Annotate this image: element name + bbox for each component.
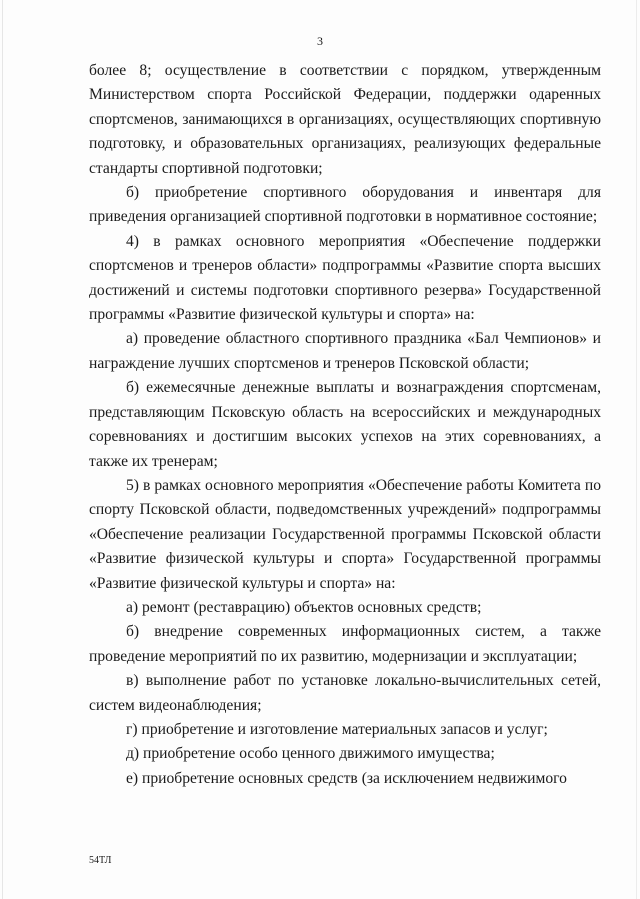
- paragraph-item-5: 5) в рамках основного мероприятия «Обеспечение работы Комитета по спорту Псковской области, подведомственных учреждений» подпрограммы «Обеспечение реализации Государственной программы Псковской области «Развитие физической культуры и спорта» Государственной программы «Развитие физической культуры и спорта» на:: [89, 476, 601, 592]
- paragraph-item-b-payments: б) ежемесячные денежные выплаты и вознаграждения спортсменам, представляющим Псковскую область на всероссийских и международных соревнованиях и достигшим высоких успехов на этих соревнованиях, а также их тренерам;: [89, 379, 601, 470]
- page-number: 3: [317, 34, 323, 48]
- paragraph-item-a-repair: а) ремонт (реставрацию) объектов основных средств;: [126, 598, 482, 616]
- paragraph-item-b-equipment: б) приобретение спортивного оборудования и инвентаря для приведения организацией спортивной подготовки в нормативное состояние;: [89, 184, 601, 226]
- paragraph-item-g-supplies: г) приобретение и изготовление материальных запасов и услуг;: [126, 720, 548, 738]
- footer-document-code: 54ТЛ: [89, 855, 112, 866]
- paragraph-item-b-systems: б) внедрение современных информационных систем, а также проведение мероприятий по их развитию, модернизации и эксплуатации;: [89, 623, 601, 665]
- paragraph-item-d-property: д) приобретение особо ценного движимого имущества;: [126, 745, 495, 763]
- paragraph-item-a-festival: а) проведение областного спортивного праздника «Бал Чемпионов» и награждение лучших спортсменов и тренеров Псковской области;: [89, 330, 601, 372]
- paragraph-item-e-assets: е) приобретение основных средств (за исключением недвижимого: [126, 769, 567, 787]
- scan-edge-left: [2, 0, 3, 899]
- scan-edge-right: [636, 0, 637, 899]
- paragraph-item-4: 4) в рамках основного мероприятия «Обеспечение поддержки спортсменов и тренеров области» подпрограммы «Развитие спорта высших достижений и системы подготовки спортивного резерва» Государственной программы «Развитие физической культуры и спорта» на:: [89, 232, 601, 324]
- paragraph-item-v-networks: в) выполнение работ по установке локально-вычислительных сетей, систем видеонаблюдения;: [89, 672, 601, 714]
- document-body: [89, 59, 601, 791]
- paragraph-continuation: более 8; осуществление в соответствии с порядком, утвержденным Министерством спорта Российской Федерации, поддержки одаренных спортсменов, занимающихся в организациях, осуществляющих спортивную подготовку, и образовательных организациях, реализующих федеральные стандарты спортивной подготовки;: [89, 62, 601, 177]
